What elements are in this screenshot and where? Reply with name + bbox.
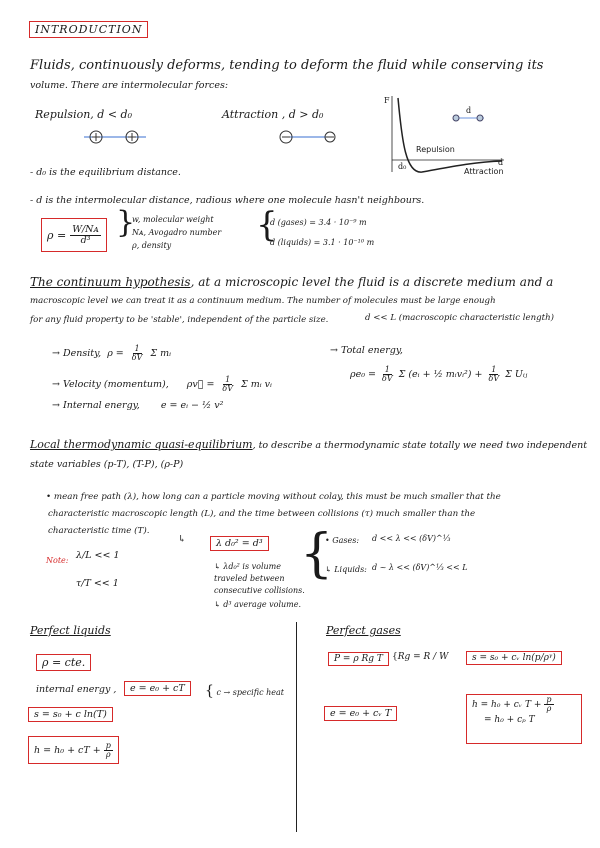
mfp-line-1: • mean free path (λ), how long can a particle moving without colay, this must be much smaller that the — [46, 492, 501, 502]
velocity-property — [52, 376, 272, 393]
velocity-frac-d: δV — [222, 384, 233, 393]
total-sum-2: Σ Uᵢⱼ — [505, 369, 528, 380]
continuum-text-1: , at a microscopic level the fluid is a discrete medium and a — [190, 275, 554, 289]
gas-h-frac-d: ρ — [546, 704, 552, 713]
total-energy-label: → Total energy, — [330, 345, 403, 356]
attraction-molecules-diagram — [270, 126, 340, 148]
mfp-volume-4: ↳ d³ average volume. — [214, 600, 302, 609]
density-property-eq: ρ = — [107, 348, 124, 359]
liquid-h-frac-n: p — [105, 740, 111, 750]
graph-d-label: d — [466, 106, 472, 115]
gas-p-box: P = ρ Rg T — [328, 652, 389, 666]
density-property — [52, 345, 171, 362]
velocity-property-eq: ρv⃗ = — [186, 379, 215, 390]
note-2: τ/T << 1 — [76, 578, 119, 589]
note-label: Note: — [46, 556, 69, 565]
repulsion-label: Repulsion, d < d₀ — [35, 108, 133, 121]
intro-line-2: volume. There are intermolecular forces: — [30, 80, 229, 91]
mfp-volume-1: ↳ λd₀² is volume — [214, 562, 281, 571]
gas-rg-text: Rg = R / W — [397, 652, 449, 662]
gas-h-eq2: = h₀ + cₚ T — [484, 715, 535, 725]
internal-energy-property — [52, 400, 223, 411]
total-frac-d: δV — [382, 374, 393, 383]
internal-energy-label: → Internal energy, — [52, 400, 140, 411]
distance-brace: { — [256, 205, 278, 245]
velocity-property-label: → Velocity (momentum), — [52, 379, 169, 390]
liquid-h-eq: h = h₀ + cT + — [34, 744, 101, 756]
column-divider — [296, 622, 297, 832]
density-property-label: → Density, — [52, 348, 102, 359]
density-brace: } — [116, 205, 136, 240]
d-gases-value: d (gases) = 3.4 · 10⁻⁹ m — [270, 218, 367, 227]
local-line-2: state variables (p-T), (T-P), (ρ-P) — [30, 459, 184, 470]
liquids-label: ↳ Liquids: — [325, 565, 367, 574]
velocity-frac-n: 1 — [225, 375, 231, 384]
graph-repulsion-label: Repulsion — [416, 145, 455, 154]
d-liquids-value: d (liquids) = 3.1 · 10⁻¹⁰ m — [270, 238, 375, 247]
gases-label: • Gases: — [325, 536, 360, 545]
density-frac-n: 1 — [134, 344, 140, 353]
perfect-liquids-heading: Perfect liquids — [30, 624, 111, 637]
liquids-eq: d ~ λ << (δV)^⅓ << L — [372, 563, 468, 572]
mfp-brace: { — [300, 524, 334, 584]
mfp-line-2: characteristic macroscopic length (L), and the time between collisions (τ) much smaller than the — [48, 509, 476, 519]
graph-attraction-label: Attraction — [464, 167, 504, 176]
density-formula-box — [41, 218, 107, 252]
note-1: λ/L << 1 — [76, 550, 120, 561]
gas-s-box: s = s₀ + cᵥ ln(p/ρᵞ) — [466, 651, 562, 665]
page-title: INTRODUCTION — [29, 21, 148, 38]
def-d0: - d₀ is the equilibrium distance. — [30, 167, 181, 178]
graph-f-label: F — [384, 96, 390, 105]
perfect-gases-heading: Perfect gases — [326, 624, 401, 637]
repulsion-molecules-diagram — [80, 126, 150, 148]
def-d: - d is the intermolecular distance, radious where one molecule hasn't neighbours. — [30, 195, 425, 206]
mfp-line-3: characteristic time (T). — [48, 526, 150, 536]
liquid-s-box: s = s₀ + c ln(T) — [28, 707, 113, 722]
internal-energy-eq: e = eᵢ − ½ v² — [160, 400, 224, 411]
mfp-volume-3: consecutive collisions. — [214, 586, 305, 595]
liquid-h-box — [28, 736, 119, 764]
liquid-rho-box: ρ = cte. — [36, 654, 91, 671]
gas-h-eq: h = h₀ + cᵥ T + — [472, 699, 542, 710]
density-sum: Σ mᵢ — [150, 348, 172, 359]
total-frac2-n: 1 — [491, 365, 497, 374]
attraction-label: Attraction , d > d₀ — [222, 108, 324, 121]
local-line-1 — [30, 438, 587, 451]
mfp-volume-2: traveled between — [214, 574, 285, 583]
density-numerator: W/Nᴀ — [72, 224, 99, 235]
liquid-ie-box: e = e₀ + cT — [124, 681, 191, 696]
gas-h-box — [466, 694, 582, 744]
def-molecular-weight: w, molecular weight — [132, 215, 214, 224]
intro-line-1: Fluids, continuously deforms, tending to deform the fluid while conserving its — [30, 58, 544, 73]
total-frac2-d: δV — [488, 374, 500, 383]
continuum-condition: d << L (macroscopic characteristic length) — [365, 313, 554, 323]
continuum-line-2: macroscopic level we can treat it as a continuum medium. The number of molecules must be large enough — [30, 296, 496, 306]
graph-d-axis-label: d — [498, 158, 504, 167]
total-frac-n: 1 — [384, 365, 390, 374]
def-density: ρ, density — [132, 241, 172, 250]
continuum-line-1 — [30, 275, 553, 289]
gases-eq: d << λ << (δV)^⅓ — [372, 534, 451, 543]
velocity-sum: Σ mᵢ vᵢ — [241, 379, 272, 390]
mfp-relation-box: λ d₀² = d³ — [210, 536, 269, 551]
gas-e-box: e = e₀ + cᵥ T — [324, 706, 397, 721]
gas-rg: {Rg = R / W — [392, 652, 449, 662]
total-energy-lhs: ρe₀ = — [350, 369, 376, 380]
mfp-arrow: ↳ — [178, 534, 186, 545]
continuum-heading: The continuum hypothesis — [30, 275, 191, 289]
density-denominator: d³ — [80, 234, 91, 246]
gas-h-frac-n: p — [546, 695, 552, 704]
total-energy-eq — [350, 366, 527, 383]
graph-d0-label: d₀ — [398, 162, 407, 171]
def-avogadro: Nᴀ, Avogadro number — [132, 228, 222, 237]
liquid-ie-label: internal energy , — [36, 684, 117, 695]
liquid-h-frac-d: ρ — [105, 749, 111, 759]
liquid-c-text: c → specific heat — [216, 688, 284, 697]
total-sum-1: Σ (eᵢ + ½ mᵢvᵢ²) + — [398, 369, 483, 380]
local-heading: Local thermodynamic quasi-equilibrium — [30, 438, 253, 451]
continuum-line-3: for any fluid property to be 'stable', independent of the particle size. — [30, 315, 329, 325]
density-frac-d: δV — [131, 353, 143, 362]
local-text-1: , to describe a thermodynamic state totally we need two independent — [252, 440, 588, 451]
liquid-c-label: { c → specific heat — [205, 683, 284, 699]
density-rho: ρ = — [47, 228, 67, 242]
